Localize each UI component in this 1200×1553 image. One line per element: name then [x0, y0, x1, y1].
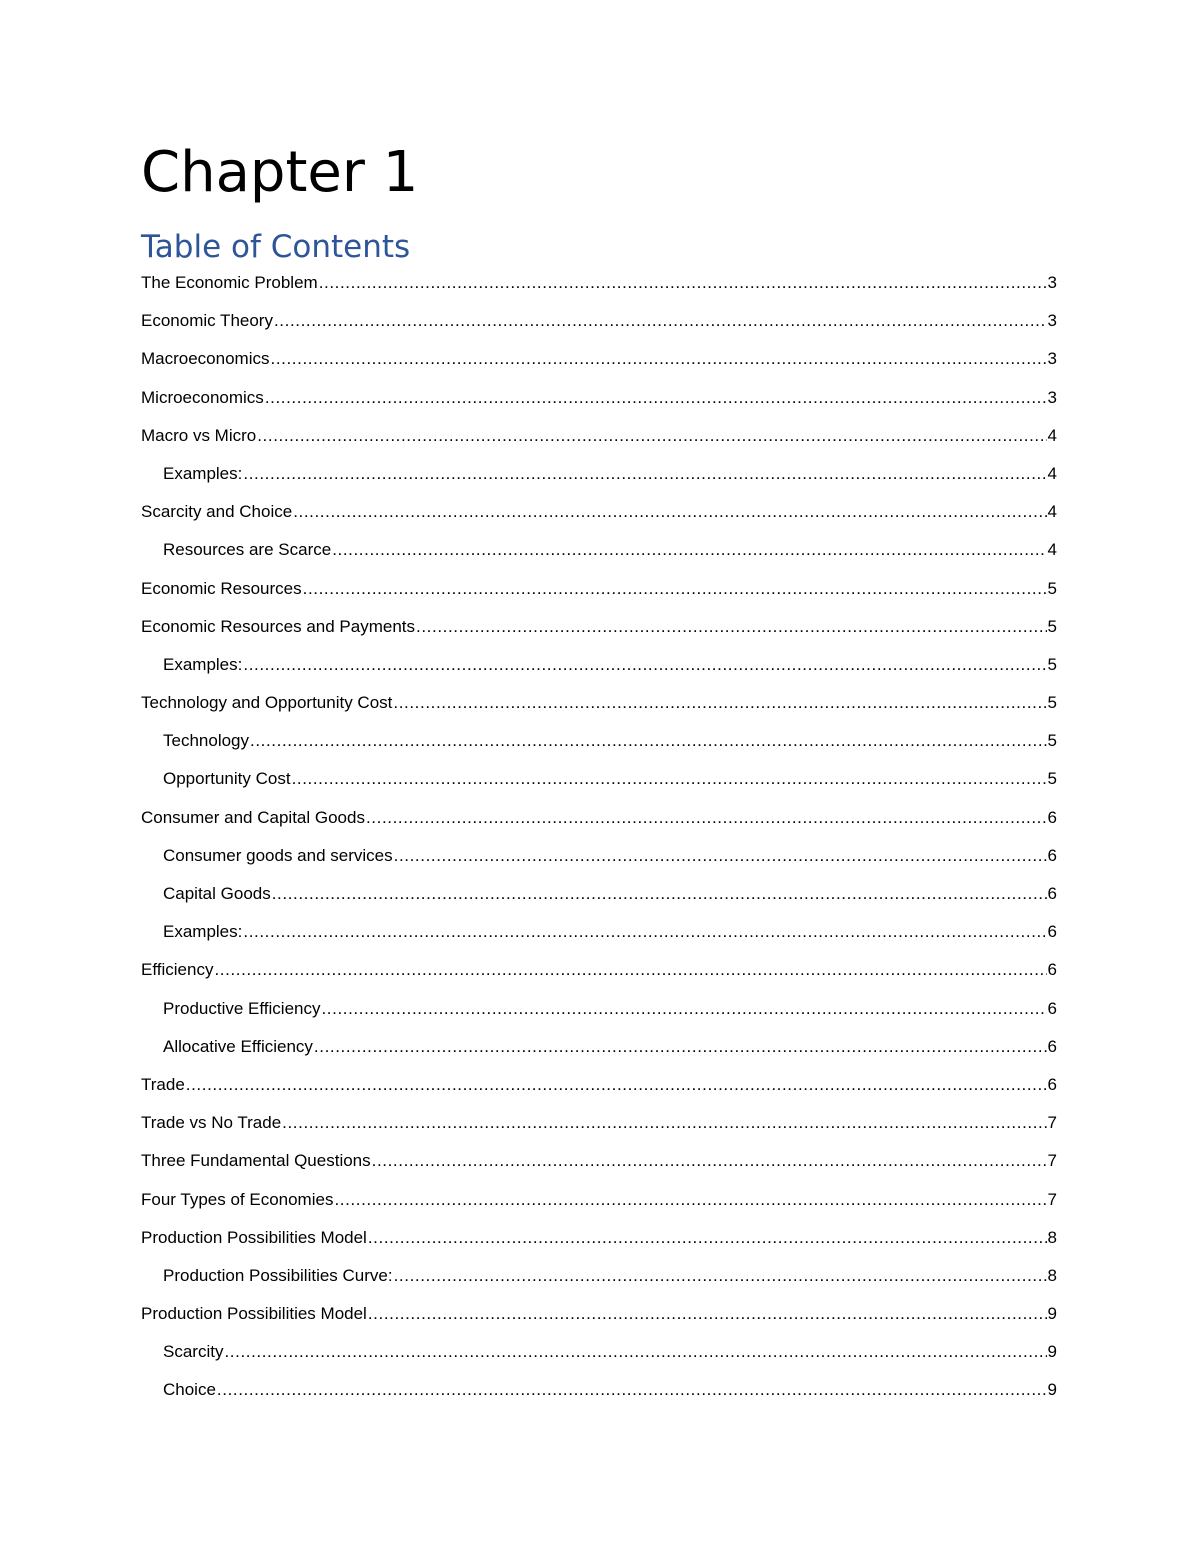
- toc-entry-label: Capital Goods: [163, 884, 271, 903]
- toc-entry-label: Examples:: [163, 922, 243, 942]
- toc-page-number: 9: [1047, 1342, 1057, 1362]
- toc-entry-label: Trade: [141, 1074, 185, 1094]
- toc-page-number: 6: [1047, 998, 1057, 1018]
- toc-subentry[interactable]: [141, 722, 1057, 760]
- toc-dot-leader: [224, 1333, 1046, 1371]
- toc-entry-label: Consumer goods and services: [163, 845, 393, 865]
- toc-dot-leader: [394, 837, 1047, 875]
- toc-entry-label: Economic Resources: [141, 578, 302, 598]
- toc-entry-label: Macroeconomics: [141, 349, 270, 369]
- toc-subentry[interactable]: [141, 1028, 1057, 1066]
- toc-page-number: 7: [1047, 1189, 1057, 1209]
- toc-entry[interactable]: [141, 493, 1057, 531]
- toc-page-number: 6: [1047, 845, 1057, 865]
- toc-entry[interactable]: [141, 340, 1057, 378]
- toc-dot-leader: [366, 799, 1047, 837]
- toc-entry[interactable]: [141, 379, 1057, 417]
- toc-page-number: 5: [1047, 693, 1057, 713]
- toc-entry-label: Trade vs No Trade: [141, 1113, 282, 1133]
- toc-entry-label: Opportunity Cost: [163, 769, 291, 789]
- toc-entry-label: Allocative Efficiency: [163, 1036, 313, 1056]
- toc-page-number: 5: [1047, 654, 1057, 674]
- toc-entry[interactable]: [141, 570, 1057, 608]
- toc-subentry[interactable]: [141, 646, 1057, 684]
- toc-subentry[interactable]: [141, 913, 1057, 951]
- toc-dot-leader: [292, 760, 1047, 798]
- toc-dot-leader: [372, 1142, 1047, 1180]
- toc-dot-leader: [314, 1028, 1047, 1066]
- toc-page-number: 5: [1047, 769, 1057, 789]
- toc-page-number: 6: [1047, 1036, 1057, 1056]
- toc-entry[interactable]: [141, 1142, 1057, 1180]
- toc-dot-leader: [217, 1371, 1047, 1409]
- toc-entry-label: Examples:: [163, 463, 243, 483]
- toc-entry-label: The Economic Problem: [141, 273, 318, 292]
- toc-dot-leader: [332, 531, 1046, 569]
- toc-dot-leader: [250, 722, 1047, 760]
- toc-page-number: 6: [1047, 1074, 1057, 1094]
- toc-entry-label: Examples:: [163, 654, 243, 674]
- toc-dot-leader: [257, 417, 1046, 455]
- toc-dot-leader: [265, 379, 1047, 417]
- toc-page-number: 7: [1047, 1151, 1057, 1171]
- toc-dot-leader: [214, 951, 1046, 989]
- toc-page-number: 4: [1047, 425, 1057, 445]
- toc-dot-leader: [334, 1181, 1046, 1219]
- toc-page-number: 5: [1047, 616, 1057, 636]
- toc-page-number: 3: [1047, 349, 1057, 369]
- toc-dot-leader: [274, 302, 1047, 340]
- toc-entry-label: Economic Resources and Payments: [141, 616, 416, 636]
- toc-page-number: 7: [1047, 1113, 1057, 1133]
- toc-page-number: 4: [1047, 502, 1057, 522]
- toc-entry[interactable]: [141, 264, 1057, 302]
- toc-subentry[interactable]: [141, 1333, 1057, 1371]
- toc-dot-leader: [368, 1295, 1047, 1333]
- toc-entry-label: Scarcity: [163, 1342, 224, 1362]
- toc-entry-label: Production Possibilities Curve:: [163, 1265, 393, 1285]
- toc-page-number: 9: [1047, 1380, 1057, 1400]
- toc-dot-leader: [319, 264, 1047, 302]
- toc-page-number: 5: [1047, 731, 1057, 751]
- toc-subentry[interactable]: [141, 760, 1057, 798]
- toc-heading: Table of Contents: [141, 229, 411, 265]
- toc-page-number: 3: [1047, 311, 1057, 331]
- toc-entry-label: Microeconomics: [141, 387, 264, 407]
- toc-entry-label: Production Possibilities Model: [141, 1304, 367, 1324]
- toc-entry[interactable]: [141, 608, 1057, 646]
- toc-subentry[interactable]: [141, 1371, 1057, 1409]
- toc-entry[interactable]: [141, 1104, 1057, 1142]
- toc-page-number: 3: [1047, 273, 1057, 292]
- toc-entry[interactable]: [141, 1295, 1057, 1333]
- toc-entry-label: Productive Efficiency: [163, 998, 321, 1018]
- toc-subentry[interactable]: [141, 455, 1057, 493]
- toc-dot-leader: [272, 875, 1047, 913]
- toc-page-number: 6: [1047, 960, 1057, 980]
- toc-entry-label: Economic Theory: [141, 311, 273, 331]
- toc-dot-leader: [303, 570, 1047, 608]
- toc-entry-label: Resources are Scarce: [163, 540, 332, 560]
- toc-page-number: 4: [1047, 540, 1057, 560]
- toc-entry[interactable]: [141, 1181, 1057, 1219]
- toc-dot-leader: [368, 1219, 1047, 1257]
- toc-subentry[interactable]: [141, 837, 1057, 875]
- toc-entry[interactable]: [141, 1066, 1057, 1104]
- toc-entry[interactable]: [141, 951, 1057, 989]
- toc-page-number: 5: [1047, 578, 1057, 598]
- toc-entry[interactable]: [141, 302, 1057, 340]
- toc-entry[interactable]: [141, 684, 1057, 722]
- toc-dot-leader: [243, 646, 1046, 684]
- toc-subentry[interactable]: [141, 875, 1057, 913]
- toc-page-number: 6: [1047, 922, 1057, 942]
- toc-dot-leader: [416, 608, 1047, 646]
- table-of-contents: [141, 264, 1057, 1410]
- toc-dot-leader: [243, 455, 1046, 493]
- toc-entry-label: Technology: [163, 731, 250, 751]
- toc-dot-leader: [186, 1066, 1047, 1104]
- toc-entry[interactable]: [141, 799, 1057, 837]
- toc-page-number: 8: [1047, 1227, 1057, 1247]
- toc-dot-leader: [293, 493, 1046, 531]
- toc-page-number: 8: [1047, 1265, 1057, 1285]
- toc-dot-leader: [321, 990, 1046, 1028]
- toc-dot-leader: [271, 340, 1047, 378]
- toc-subentry[interactable]: [141, 531, 1057, 569]
- toc-entry[interactable]: [141, 1219, 1057, 1257]
- toc-dot-leader: [394, 1257, 1047, 1295]
- toc-entry-label: Four Types of Economies: [141, 1189, 334, 1209]
- toc-entry-label: Consumer and Capital Goods: [141, 807, 365, 827]
- toc-entry[interactable]: [141, 417, 1057, 455]
- toc-entry-label: Three Fundamental Questions: [141, 1151, 371, 1171]
- toc-subentry[interactable]: [141, 1257, 1057, 1295]
- toc-page-number: 4: [1047, 463, 1057, 483]
- toc-page-number: 6: [1047, 884, 1057, 903]
- toc-entry-label: Efficiency: [141, 960, 214, 980]
- toc-dot-leader: [282, 1104, 1046, 1142]
- toc-page-number: 9: [1047, 1304, 1057, 1324]
- toc-dot-leader: [243, 913, 1046, 951]
- toc-entry-label: Scarcity and Choice: [141, 502, 293, 522]
- toc-entry-label: Choice: [163, 1380, 216, 1400]
- toc-dot-leader: [393, 684, 1046, 722]
- toc-page-number: 3: [1047, 387, 1057, 407]
- chapter-title: Chapter 1: [141, 140, 419, 205]
- toc-entry-label: Production Possibilities Model: [141, 1227, 367, 1247]
- toc-entry-label: Technology and Opportunity Cost: [141, 693, 393, 713]
- toc-page-number: 6: [1047, 807, 1057, 827]
- toc-subentry[interactable]: [141, 990, 1057, 1028]
- toc-entry-label: Macro vs Micro: [141, 425, 257, 445]
